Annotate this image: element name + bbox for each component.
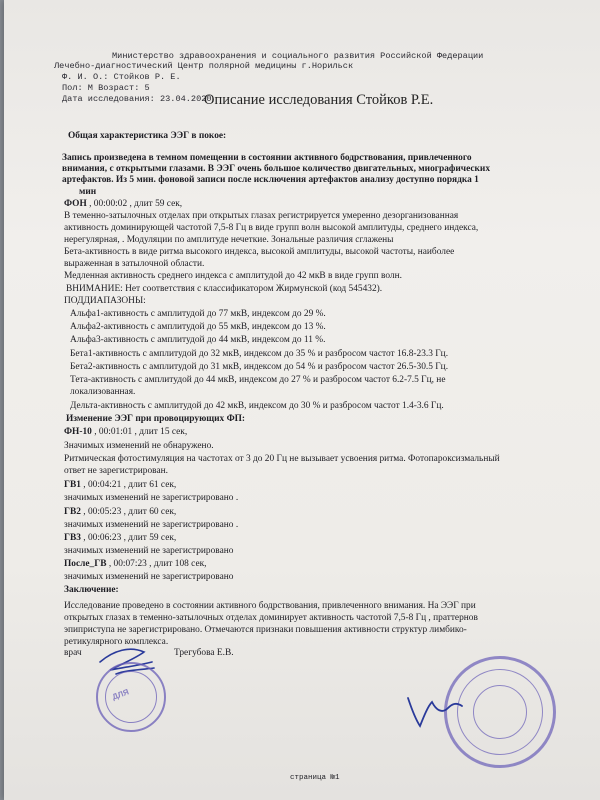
registry-stamp-left: ДЛЯ	[96, 662, 166, 732]
subrange-line: Дельта-активность с амплитудой до 42 мкВ, индексом до 30 % и разбросом частот 1.4-3.6 Гц.	[70, 401, 444, 411]
attention-line: ВНИМАНИЕ: Нет соответствия с классификатором Жирмунской (код 545432).	[66, 284, 383, 294]
subrange-line: Альфа1-активность с амплитудой до 77 мкВ, индексом до 29 %.	[70, 309, 326, 319]
subranges-heading: ПОДДИАПАЗОНЫ:	[64, 296, 146, 306]
after-gv-label: После_ГВ	[64, 559, 107, 569]
fon-details: , 00:00:02 , длит 59 сек,	[86, 199, 183, 209]
subrange-line: Альфа3-активность с амплитудой до 44 мкВ, индексом до 11 %.	[70, 335, 326, 345]
after-gv-line	[64, 558, 207, 570]
subrange-line: Альфа2-активность с амплитудой до 55 мкВ, индексом до 13 %.	[70, 322, 326, 332]
background-line: В теменно-затылочных отделах при открытых глазах регистрируется умеренно дезорганизованная	[64, 211, 459, 221]
intro-line: артефактов. Из 5 мин. фоновой записи после исключения артефактов анализу доступно порядка 1	[62, 175, 479, 185]
gv3-details: , 00:06:23 , длит 59 сек,	[80, 533, 177, 543]
after-gv-result: значимых изменений не зарегистрировано	[64, 572, 234, 582]
conclusion-line: эпиприступа не зарегистрировано. Отмечаются признаки повышения активности структур лимбико-	[64, 625, 467, 635]
intro-line: внимания, с открытыми глазами. В ЭЭГ очень большое количество двигательных, миографических	[62, 164, 491, 174]
fn10-details: , 00:01:01 , длит 15 сек,	[91, 427, 188, 437]
background-line: активность доминирующей частотой 7,5-8 Гц в виде групп волн высокой амплитуды, среднего индекса,	[64, 223, 479, 233]
ministry-line: Министерство здравоохранения и социального развития Российской Федерации	[112, 51, 484, 61]
background-line: выраженная в затылочной области.	[64, 259, 205, 269]
general-heading: Общая характеристика ЭЭГ в покое:	[68, 131, 227, 141]
conclusion-line: ретикулярного комплекса.	[64, 637, 169, 647]
page-number: страница №1	[290, 774, 340, 782]
gv2-line	[64, 506, 176, 518]
conclusion-line: Исследование проведено в состоянии активного бодрствования, привлеченного внимания. На ЭЭГ при	[64, 601, 476, 611]
photostim-line: ответ не зарегистрирован.	[64, 466, 169, 476]
gv3-line	[64, 532, 176, 544]
provocation-heading: Изменение ЭЭГ при провоцирующих ФП:	[66, 414, 246, 424]
intro-line: мин	[79, 187, 97, 197]
intro-line: Запись произведена в темном помещении в состоянии активного бодрствования, привлеченного	[62, 153, 472, 163]
patient-name: Ф. И. О.: Стойков Р. Е.	[62, 72, 181, 82]
conclusion-line: открытых глазах в теменно-затылочных отделах доминирует активность частотой 7,5-8 Гц , праттернов	[64, 613, 478, 623]
conclusion-heading: Заключение:	[64, 585, 119, 595]
subrange-line: Бета2-активность с амплитудой до 31 мкВ, индексом до 54 % и разбросом частот 26.5-30.5 Гц.	[70, 362, 449, 372]
center-line: Лечебно-диагностический Центр полярной медицины г.Норильск	[54, 61, 354, 71]
gv2-details: , 00:05:23 , длит 60 сек,	[80, 507, 177, 517]
gv1-label: ГВ1	[64, 480, 81, 490]
gv2-result: значимых изменений не зарегистрировано .	[64, 520, 239, 530]
gv3-label: ГВ3	[64, 533, 81, 543]
fn10-line	[64, 426, 187, 438]
after-gv-details: , 00:07:23 , длит 108 сек,	[106, 559, 207, 569]
gv1-result: значимых изменений не зарегистрировано .	[64, 493, 239, 503]
background-line: Медленная активность среднего индекса с амплитудой до 42 мкВ в виде групп волн.	[64, 271, 402, 281]
gv1-details: , 00:04:21 , длит 61 сек,	[80, 480, 177, 490]
subrange-line: Тета-активность с амплитудой до 44 мкВ, индексом до 27 % и разбросом частот 6.2-7.5 Гц, не	[70, 375, 446, 385]
fn10-result: Значимых изменений не обнаружено.	[64, 441, 214, 451]
gv2-label: ГВ2	[64, 507, 81, 517]
background-line: Бета-активность в виде ритма высокого индекса, высокой амплитуды, высокой частоты, наиболее	[64, 247, 455, 257]
patient-sex-age: Пол: М Возраст: 5	[62, 83, 150, 93]
subrange-line: локализованная.	[70, 387, 136, 397]
subrange-line: Бета1-активность с амплитудой до 32 мкВ, индексом до 35 % и разбросом частот 16.8-23.3 Гц.	[70, 349, 449, 359]
document-title: Описание исследования Стойков Р.Е.	[204, 92, 434, 108]
fon-line	[64, 198, 182, 210]
photostim-line: Ритмическая фотостимуляция на частотах от 3 до 20 Гц не вызывает усвоения ритма. Фотопароксизмальный	[64, 454, 500, 464]
study-date: Дата исследования: 23.04.2020	[62, 94, 212, 104]
signature-name: Трегубова Е.В.	[174, 648, 234, 658]
gv3-result: значимых изменений не зарегистрировано	[64, 546, 234, 556]
fn10-label: ФН-10	[64, 427, 92, 437]
fon-label: ФОН	[64, 199, 87, 209]
doctor-signature-right	[402, 690, 472, 730]
signature-role: врач	[64, 648, 82, 658]
gv1-line	[64, 479, 176, 491]
document-page	[4, 0, 600, 800]
background-line: нерегулярная, . Модуляции по амплитуде нечеткие. Зональные различия сглажены	[64, 235, 394, 245]
